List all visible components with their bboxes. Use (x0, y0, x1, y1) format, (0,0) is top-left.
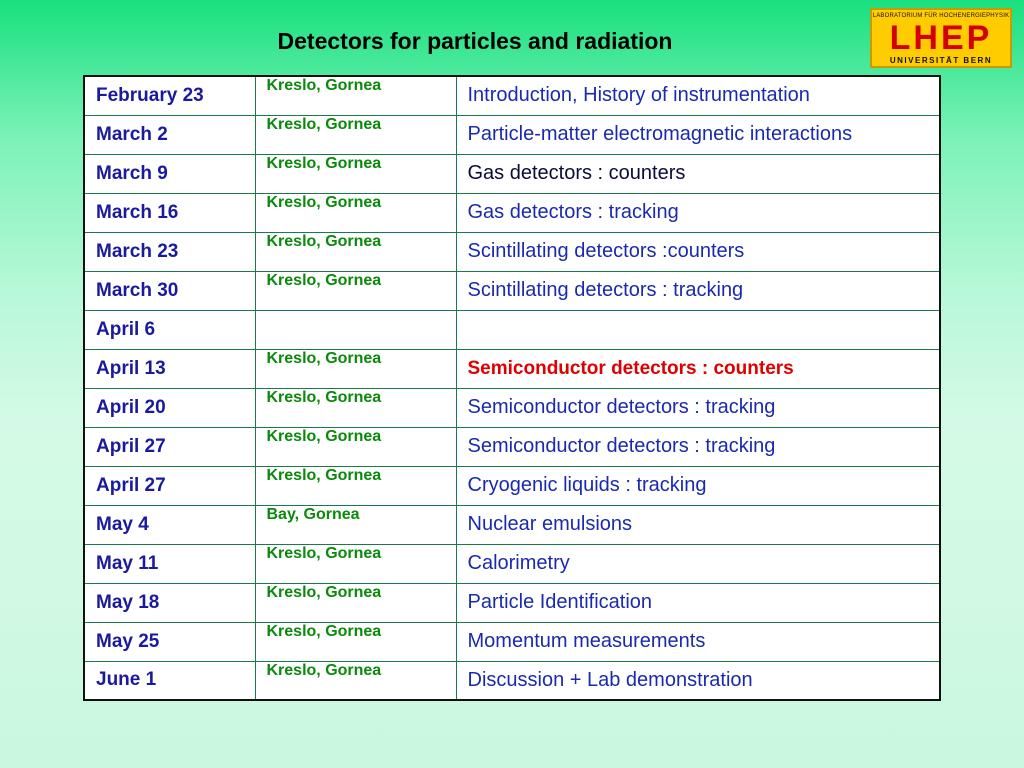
logo-main-text: LHEP (889, 19, 993, 57)
date-cell: May 11 (84, 544, 255, 583)
lecturer-cell: Kreslo, Gornea (255, 622, 456, 661)
topic-cell: Gas detectors : tracking (456, 193, 940, 232)
table-row (84, 193, 940, 232)
table-row (84, 388, 940, 427)
table-row (84, 349, 940, 388)
date-cell: March 16 (84, 193, 255, 232)
table-row (84, 76, 940, 115)
logo-top-text: LABORATORIUM FÜR HOCHENERGIEPHYSIK (872, 13, 1010, 19)
topic-cell: Introduction, History of instrumentation (456, 76, 940, 115)
topic-cell: Nuclear emulsions (456, 505, 940, 544)
date-cell: April 27 (84, 427, 255, 466)
page-title: Detectors for particles and radiation (277, 28, 673, 54)
lecturer-cell: Kreslo, Gornea (255, 154, 456, 193)
date-cell: February 23 (84, 76, 255, 115)
table-row (84, 154, 940, 193)
lecturer-cell: Kreslo, Gornea (255, 661, 456, 700)
topic-cell: Particle-matter electromagnetic interactions (456, 115, 940, 154)
table-row (84, 271, 940, 310)
topic-cell: Gas detectors : counters (456, 154, 940, 193)
topic-cell: Semiconductor detectors : tracking (456, 427, 940, 466)
table-row (84, 622, 940, 661)
date-cell: May 25 (84, 622, 255, 661)
date-cell: May 4 (84, 505, 255, 544)
date-cell: April 20 (84, 388, 255, 427)
lecturer-cell: Kreslo, Gornea (255, 115, 456, 154)
table-row (84, 583, 940, 622)
lecturer-cell: Bay, Gornea (255, 505, 456, 544)
topic-cell: Momentum measurements (456, 622, 940, 661)
topic-cell: Discussion + Lab demonstration (456, 661, 940, 700)
date-cell: March 2 (84, 115, 255, 154)
date-cell: April 13 (84, 349, 255, 388)
topic-cell: Semiconductor detectors : tracking (456, 388, 940, 427)
date-cell: June 1 (84, 661, 255, 700)
lecturer-cell: Kreslo, Gornea (255, 193, 456, 232)
topic-cell (456, 310, 940, 349)
lecturer-cell: Kreslo, Gornea (255, 388, 456, 427)
table-row (84, 505, 940, 544)
table-row (84, 661, 940, 700)
lecturer-cell: Kreslo, Gornea (255, 271, 456, 310)
schedule-table (83, 75, 941, 701)
topic-cell-highlighted: Semiconductor detectors : counters (456, 349, 940, 388)
date-cell: April 6 (84, 310, 255, 349)
lecturer-cell: Kreslo, Gornea (255, 349, 456, 388)
lhep-logo (870, 8, 1012, 68)
lecturer-cell: Kreslo, Gornea (255, 466, 456, 505)
lecturer-cell: Kreslo, Gornea (255, 544, 456, 583)
topic-cell: Cryogenic liquids : tracking (456, 466, 940, 505)
table-row (84, 544, 940, 583)
lecturer-cell: Kreslo, Gornea (255, 583, 456, 622)
lecturer-cell: Kreslo, Gornea (255, 76, 456, 115)
topic-cell: Calorimetry (456, 544, 940, 583)
table-row (84, 115, 940, 154)
table-row (84, 466, 940, 505)
table-row (84, 232, 940, 271)
lecturer-cell: Kreslo, Gornea (255, 232, 456, 271)
date-cell: April 27 (84, 466, 255, 505)
lecturer-cell: Kreslo, Gornea (255, 427, 456, 466)
date-cell: May 18 (84, 583, 255, 622)
topic-cell: Scintillating detectors :counters (456, 232, 940, 271)
logo-bottom-text: UNIVERSITÄT BERN (889, 56, 993, 65)
date-cell: March 30 (84, 271, 255, 310)
lecturer-cell (255, 310, 456, 349)
table-row (84, 310, 940, 349)
date-cell: March 23 (84, 232, 255, 271)
date-cell: March 9 (84, 154, 255, 193)
topic-cell: Scintillating detectors : tracking (456, 271, 940, 310)
topic-cell: Particle Identification (456, 583, 940, 622)
table-row (84, 427, 940, 466)
